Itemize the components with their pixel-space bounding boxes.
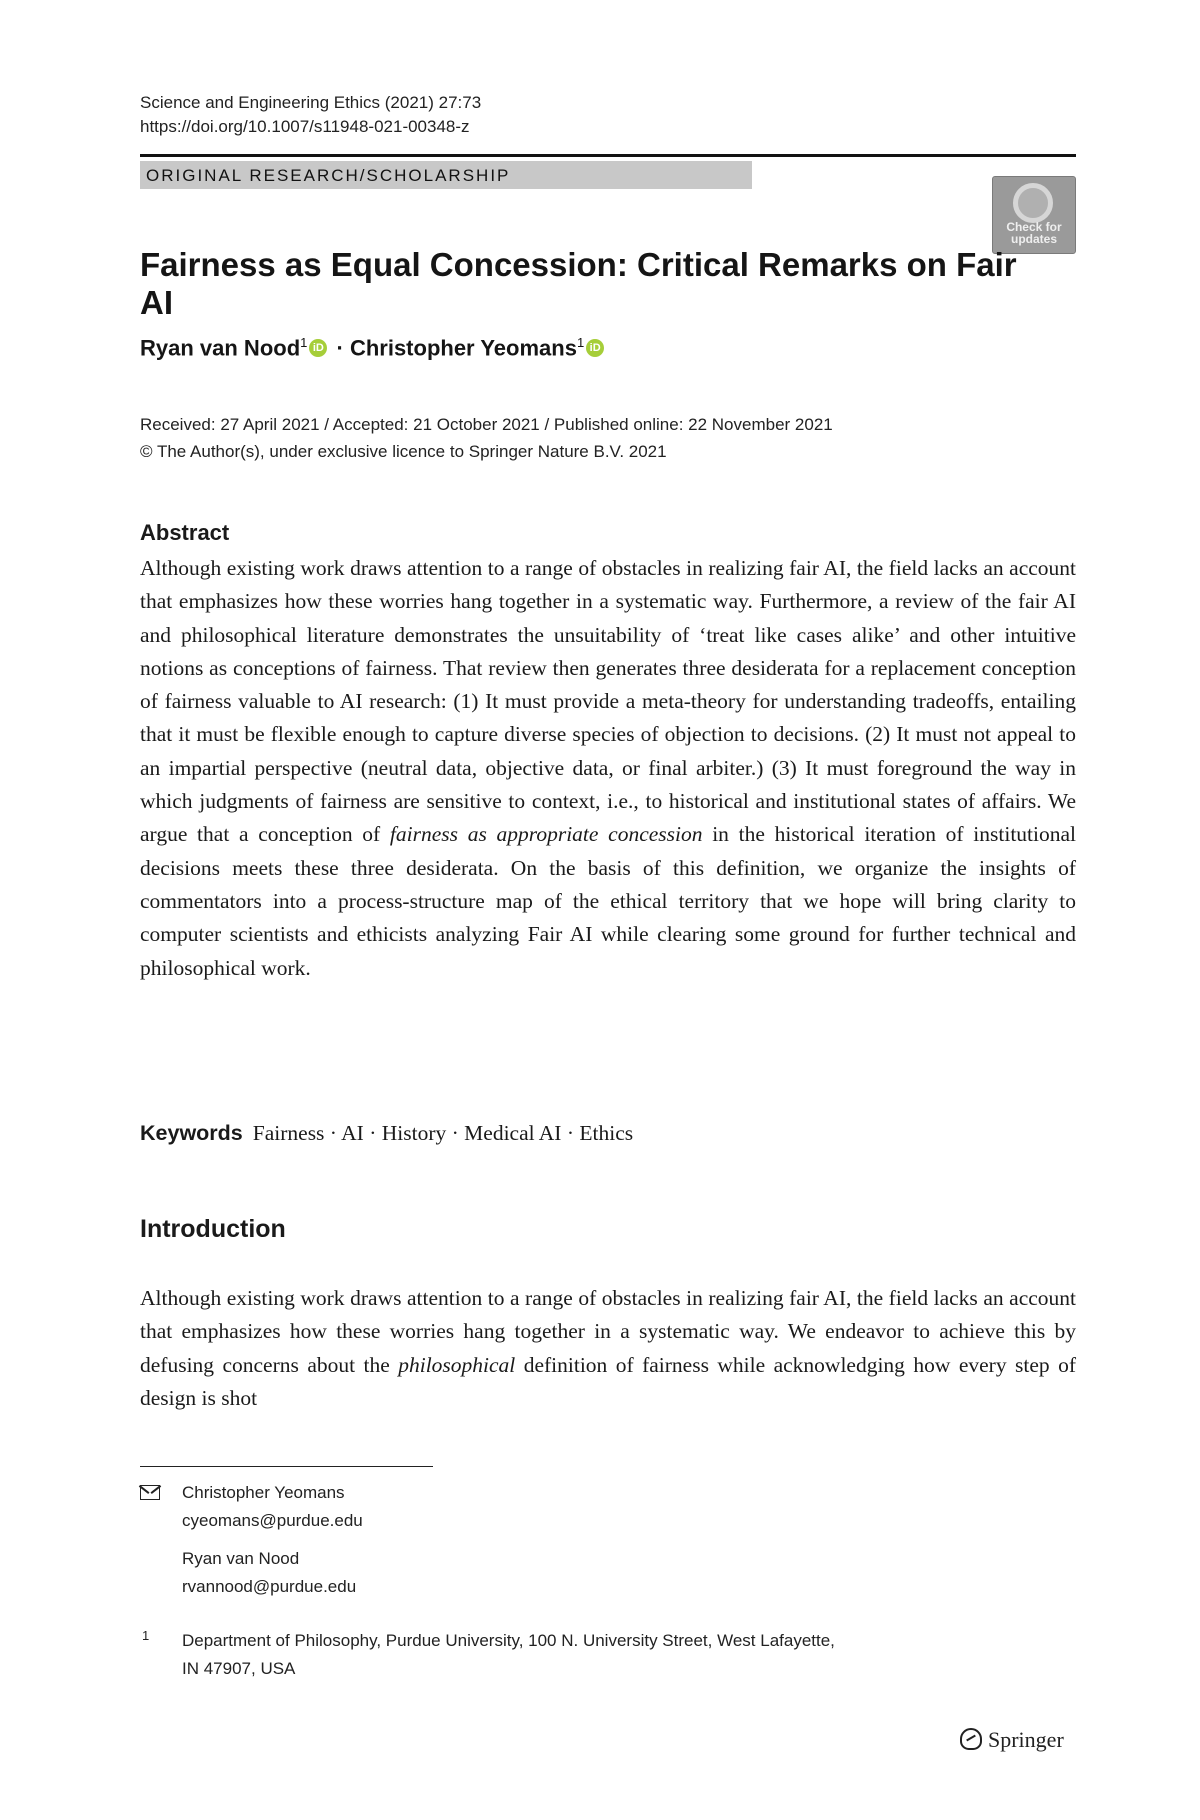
introduction-emphasis: philosophical bbox=[398, 1352, 516, 1377]
affiliation-line: IN 47907, USA bbox=[182, 1659, 296, 1678]
introduction-text: Although existing work draws attention to a range of obstacles in realizing fair AI, the field lacks an account that emphasizes how these worries hang together in a systematic way. We endeavor to achieve this by defusing concerns about the bbox=[140, 1286, 1076, 1377]
article-title: Fairness as Equal Concession: Critical Remarks on Fair AI bbox=[140, 246, 1017, 321]
orcid-icon[interactable]: iD bbox=[309, 339, 327, 357]
publisher-logo bbox=[960, 1727, 1064, 1753]
journal-citation: Science and Engineering Ethics (2021) 27:73 bbox=[140, 93, 482, 112]
keywords-value: Fairness · AI · History · Medical AI · Ethics bbox=[252, 1121, 634, 1145]
contact-name: Christopher Yeomans bbox=[182, 1483, 345, 1502]
abstract-emphasis: fairness as appropriate concession bbox=[389, 822, 703, 847]
abstract-text: Although existing work draws attention to a range of obstacles in realizing fair AI, the field lacks an account that emphasizes how these worries hang together in a systematic way. Furthermore, a review of the fair AI and philosophical literature demonstrates the unsuitability of ‘treat like cases alike’ and other intuitive notions as conceptions of fairness. That review then generates three desiderata for a replacement conception of fairness valuable to AI research: (1) It must provide a meta-theory for understanding tradeoffs, entailing that it must be flexible enough to capture diverse species of objection to decisions. (2) It must not appeal to an impartial perspective (neutral data, objective data, or final arbiter.) (3) It must foreground the way in which judgments of fairness are sensitive to context, i.e., to historical and institutional states of affairs. We argue that a conception of bbox=[140, 556, 1076, 847]
contact-email[interactable]: rvannood@purdue.edu bbox=[182, 1577, 357, 1596]
abstract-body bbox=[140, 552, 1076, 985]
publication-info bbox=[140, 411, 833, 465]
author-name[interactable]: Christopher Yeomans bbox=[349, 335, 577, 361]
introduction-heading: Introduction bbox=[140, 1215, 286, 1243]
check-for-updates-badge[interactable] bbox=[992, 176, 1076, 254]
affiliation-line: Department of Philosophy, Purdue University, 100 N. University Street, West Lafayette, bbox=[182, 1631, 835, 1650]
affiliation bbox=[182, 1627, 835, 1683]
springer-logo-icon bbox=[960, 1728, 982, 1750]
keywords-label: Keywords bbox=[140, 1121, 243, 1145]
contact-block bbox=[182, 1479, 363, 1601]
author-separator: · bbox=[330, 335, 350, 361]
keywords bbox=[140, 1117, 633, 1150]
contact-name: Ryan van Nood bbox=[182, 1549, 300, 1568]
footnote-rule bbox=[140, 1466, 433, 1467]
affiliation-marker: 1 bbox=[576, 335, 585, 350]
publication-dates: Received: 27 April 2021 / Accepted: 21 October 2021 / Published online: 22 November 2021 bbox=[140, 415, 833, 434]
orcid-icon[interactable]: iD bbox=[586, 339, 604, 357]
contact-email[interactable]: cyeomans@purdue.edu bbox=[182, 1511, 363, 1530]
check-for-updates-icon bbox=[1013, 183, 1053, 223]
article-category: ORIGINAL RESEARCH/SCHOLARSHIP bbox=[146, 166, 511, 185]
author-list bbox=[140, 335, 607, 361]
copyright-notice: © The Author(s), under exclusive licence to Springer Nature B.V. 2021 bbox=[140, 442, 667, 461]
check-for-updates-label: Check for updates bbox=[1006, 220, 1062, 246]
affiliation-marker: 1 bbox=[142, 1628, 150, 1643]
author-name[interactable]: Ryan van Nood bbox=[140, 335, 301, 361]
affiliation-marker: 1 bbox=[300, 335, 308, 350]
header-rule bbox=[140, 154, 1076, 157]
abstract-heading: Abstract bbox=[140, 520, 230, 545]
envelope-icon bbox=[140, 1485, 160, 1500]
doi-link[interactable]: https://doi.org/10.1007/s11948-021-00348-z bbox=[140, 117, 470, 136]
introduction-text: definition of fairness while acknowledging how every step of design is shot bbox=[140, 1352, 1076, 1410]
abstract-text: in the historical iteration of institutional decisions meets these three desiderata. On the basis of this definition, we organize the insights of commentators into a process-structure map of the ethical territory that we hope will bring clarity to computer scientists and ethicists analyzing Fair AI while clearing some ground for further technical and philosophical work. bbox=[140, 822, 1076, 980]
publisher-name: Springer bbox=[988, 1727, 1064, 1752]
introduction-body bbox=[140, 1282, 1076, 1415]
